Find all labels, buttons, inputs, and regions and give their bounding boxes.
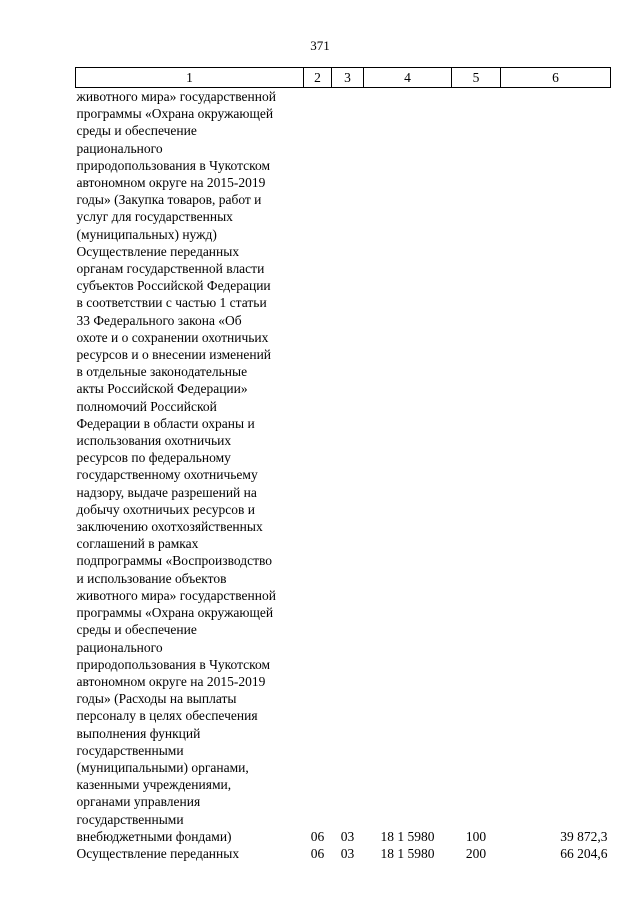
description-line: добычу охотничьих ресурсов и bbox=[76, 501, 255, 517]
row-description bbox=[76, 243, 304, 845]
description-line: 33 Федерального закона «Об bbox=[76, 312, 242, 328]
budget-table bbox=[75, 67, 611, 862]
description-line: (муниципальными) органами, bbox=[76, 759, 249, 775]
table-row bbox=[76, 243, 611, 845]
description-line: автономном округе на 2015-2019 bbox=[76, 175, 266, 191]
row-description bbox=[76, 88, 304, 243]
description-line: животного мира» государственной bbox=[76, 587, 276, 603]
description-line: казенными учреждениями, bbox=[76, 777, 232, 793]
subsection-code: 03 bbox=[340, 845, 355, 861]
column-header: 5 bbox=[452, 68, 501, 88]
description-line: программы «Охрана окружающей bbox=[76, 605, 274, 621]
description-line: акты Российской Федерации» bbox=[76, 381, 248, 397]
description-line: Осуществление переданных bbox=[76, 243, 240, 259]
column-header: 1 bbox=[76, 68, 304, 88]
description-line: надзору, выдаче разрешений на bbox=[76, 484, 257, 500]
amount-value: 39 872,3 bbox=[560, 828, 608, 844]
section-code: 06 bbox=[310, 828, 325, 844]
description-line: внебюджетными фондами) bbox=[76, 828, 232, 844]
description-line: природопользования в Чукотском bbox=[76, 656, 271, 672]
description-line: услуг для государственных bbox=[76, 209, 233, 225]
row-description bbox=[76, 845, 304, 862]
description-line: в соответствии с частью 1 статьи bbox=[76, 295, 267, 311]
description-line: годы» (Закупка товаров, работ и bbox=[76, 192, 262, 208]
expense-type-code: 200 bbox=[465, 845, 487, 861]
description-line: подпрограммы «Воспроизводство bbox=[76, 553, 273, 569]
description-line: программы «Охрана окружающей bbox=[76, 106, 274, 122]
column-header: 4 bbox=[364, 68, 452, 88]
description-line: ресурсов по федеральному bbox=[76, 450, 231, 466]
description-line: среды и обеспечение bbox=[76, 622, 197, 638]
description-line: природопользования в Чукотском bbox=[76, 157, 271, 173]
table-body bbox=[76, 88, 611, 863]
description-line: охоте и о сохранении охотничьих bbox=[76, 329, 269, 345]
description-line: животного мира» государственной bbox=[76, 89, 276, 104]
description-line: в отдельные законодательные bbox=[76, 364, 248, 380]
description-line: органами управления bbox=[76, 794, 201, 810]
column-header: 3 bbox=[332, 68, 364, 88]
description-line: государственными bbox=[76, 811, 184, 827]
target-article-code: 18 1 5980 bbox=[380, 845, 435, 861]
description-line: персоналу в целях обеспечения bbox=[76, 708, 258, 724]
target-article-code: 18 1 5980 bbox=[380, 828, 435, 844]
description-line: автономном округе на 2015-2019 bbox=[76, 673, 266, 689]
description-line: Осуществление переданных bbox=[76, 845, 240, 861]
section-code bbox=[304, 88, 332, 243]
description-line: соглашений в рамках bbox=[76, 536, 199, 552]
expense-type-code bbox=[452, 88, 501, 243]
description-line: рационального bbox=[76, 639, 163, 655]
description-line: полномочий Российской bbox=[76, 398, 217, 414]
subsection-code: 03 bbox=[340, 828, 355, 844]
description-line: и использование объектов bbox=[76, 570, 227, 586]
table-header-row bbox=[76, 68, 611, 88]
description-line: государственными bbox=[76, 742, 184, 758]
description-line: выполнения функций bbox=[76, 725, 201, 741]
description-line: субъектов Российской Федерации bbox=[76, 278, 271, 294]
amount-value bbox=[501, 88, 611, 243]
column-header: 2 bbox=[304, 68, 332, 88]
description-line: ресурсов и о внесении изменений bbox=[76, 347, 272, 363]
description-line: использования охотничьих bbox=[76, 433, 232, 449]
description-line: заключению охотхозяйственных bbox=[76, 519, 263, 535]
description-line: среды и обеспечение bbox=[76, 123, 197, 139]
expense-type-code: 100 bbox=[465, 828, 487, 844]
section-code: 06 bbox=[310, 845, 325, 861]
description-line: (муниципальных) нужд) bbox=[76, 226, 217, 242]
description-line: годы» (Расходы на выплаты bbox=[76, 691, 237, 707]
table-row bbox=[76, 845, 611, 862]
description-line: рационального bbox=[76, 140, 163, 156]
page-number: 371 bbox=[310, 38, 330, 53]
amount-value: 66 204,6 bbox=[560, 845, 608, 861]
subsection-code bbox=[332, 88, 364, 243]
description-line: Федерации в области охраны и bbox=[76, 415, 255, 431]
column-header: 6 bbox=[501, 68, 611, 88]
target-article-code bbox=[364, 88, 452, 243]
table-row bbox=[76, 88, 611, 243]
description-line: органам государственной власти bbox=[76, 261, 265, 277]
description-line: государственному охотничьему bbox=[76, 467, 258, 483]
